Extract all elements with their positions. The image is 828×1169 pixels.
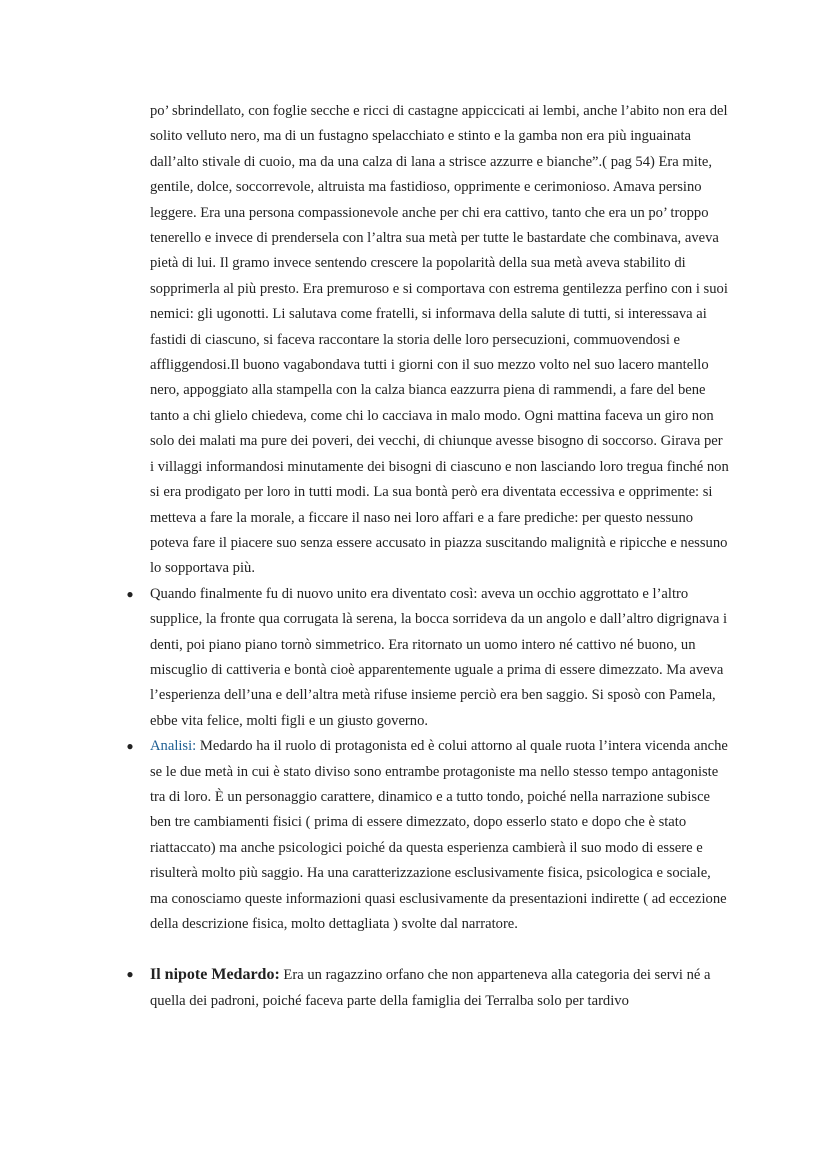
list-item-analisi	[126, 734, 730, 937]
bullet-icon: ●	[126, 586, 134, 601]
paragraph-continuation: po’ sbrindellato, con foglie secche e ricci di castagne appiccicati ai lembi, anche l’abito non era del solito velluto nero, ma di un fustagno spelacchiato e stinto e la gamba non era più inguainata dall’alto stivale di cuoio, ma da una calza di lana a strisce azzurre e bianche”.( pag 54) Era mite, gentile, dolce, soccorrevole, altruista ma fastidioso, opprimente e cerimonioso. Amava persino leggere. Era una persona compassionevole anche per chi era cattivo, tanto che era un po’ troppo tenerello e invece di prendersela con l’altra sua metà per tutte le bastardate che combinava, aveva pietà di lui. Il gramo invece sentendo crescere la popolarità della sua metà aveva stabilito di sopprimerla al più presto. Era premuroso e si comportava con estrema gentilezza perfino con i suoi nemici: gli ugonotti. Li salutava come fratelli, si informava della salute di tutti, si interessava ai fastidi di ciascuno, si faceva raccontare la storia delle loro persecuzioni, commuovendosi e affliggendosi.Il buono vagabondava tutti i giorni con il suo mezzo volto nel suo lacero mantello nero, appoggiato alla stampella con la calza bianca eazzurra piena di rammendi, a fare del bene tanto a chi glielo chiedeva, come chi lo cacciava in malo modo. Ogni mattina faceva un giro non solo dei malati ma pure dei poveri, dei vecchi, di chiunque avesse bisogno di soccorso. Girava per i villaggi informandosi minutamente dei bisogni di ciascuno e non lasciando loro tregua finché non si era prodigato per loro in tutti modi. La sua bontà però era diventata eccessiva e opprimente: si metteva a fare la morale, a ficcare il naso nei loro affari e a fare prediche: per questo nessuno poteva fare il piacere suo senza essere accusato in piazza suscitando malignità e ripicche e nessuno lo sopportava più.	[150, 103, 729, 577]
bullet-icon: ●	[126, 967, 134, 982]
list-item-text: Quando finalmente fu di nuovo unito era diventato così: aveva un occhio aggrottato e l’altro supplice, la fronte qua corrugata là serena, la bocca sorrideva da un angolo e dall’altro digrignava i denti, poi piano piano tornò simmetrico. Era ritornato un uomo intero né cattivo né buono, un miscuglio di cattiveria e bontà cioè apparentemente uguale a prima di essere dimezzato. Ma aveva l’esperienza dell’una e dell’altra metà rifuse insieme perciò era ben saggio. Si sposò con Pamela, ebbe vita felice, molti figli e un giusto governo.	[150, 585, 728, 729]
list-item-text: Era un ragazzino orfano che non apparteneva alla categoria dei servi né a quella dei padroni, poiché faceva parte della famiglia dei Terralba solo per tardivo	[150, 967, 711, 1009]
analisi-label: Analisi:	[150, 738, 197, 755]
section-label: Il nipote Medardo:	[150, 966, 280, 984]
bullet-icon: ●	[126, 739, 134, 754]
list-item-reunited	[126, 582, 730, 734]
list-item-text: Medardo ha il ruolo di protagonista ed è colui attorno al quale ruota l’intera vicenda anche se le due metà in cui è stato diviso sono entrambe protagoniste ma nello stesso tempo antagoniste tra di loro. È un personaggio carattere, dinamico e a tutto tondo, poiché nella narrazione subisce ben tre cambiamenti fisici ( prima di essere dimezzato, dopo esserlo stato e dopo che è stato riattaccato) ma anche psicologici poiché da questa esperienza cambierà il suo modo di essere e risulterà molto più saggio. Ha una caratterizzazione esclusivamente fisica, psicologica e sociale, ma conosciamo queste informazioni quasi esclusivamente da presentazioni indirette ( ad eccezione della descrizione fisica, molto dettagliata ) svolte dal narratore.	[150, 738, 728, 932]
document-body	[126, 99, 730, 1014]
paragraph-spacer	[150, 937, 730, 962]
list-item-nipote-medardo	[126, 962, 730, 1014]
